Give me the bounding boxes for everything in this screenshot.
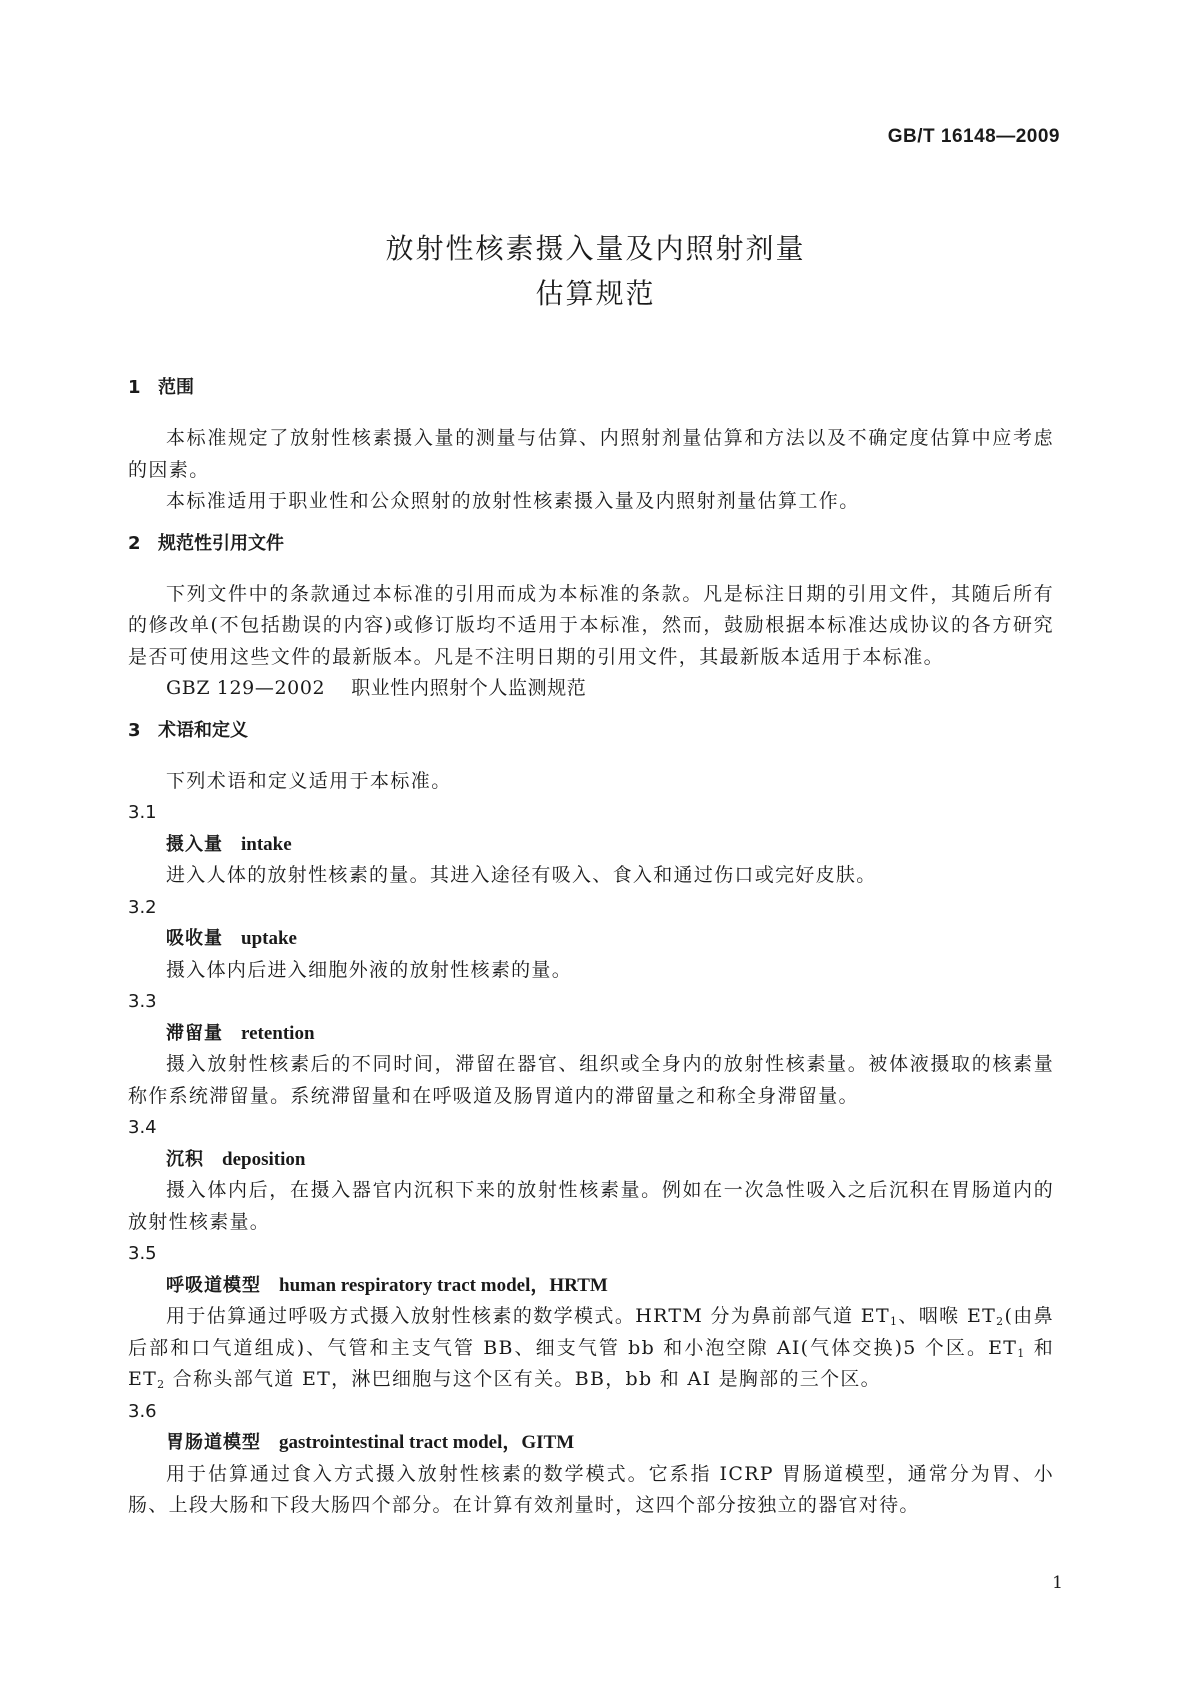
term-en: human respiratory tract model，HRTM xyxy=(279,1274,608,1296)
term-number: 3.4 xyxy=(128,1117,157,1138)
term-heading xyxy=(128,1427,1054,1459)
term-cn: 呼吸道模型 xyxy=(166,1274,261,1296)
term-definition: 进入人体的放射性核素的量。其进入途径有吸入、食入和通过伤口或完好皮肤。 xyxy=(166,864,877,886)
paragraph: 下列术语和定义适用于本标准。 xyxy=(166,769,452,792)
term-number: 3.2 xyxy=(128,896,157,918)
reference-entry xyxy=(128,673,1054,705)
term-definition: 用于估算通过呼吸方式摄入放射性核素的数学模式。HRTM 分为鼻前部气道 $ET_1$、咽喉 $ET_2$(由鼻后部和口气道组成)、气管和主支气管 BB、细支气管 bb 和小泡空隙 AI(气体交换)5 个区。$ET_1$ 和 $ET_2$ 合称头部气道 ET，淋巴细胞与这个区有关。BB，bb 和 AI 是胸部的三个区。 xyxy=(128,1305,1055,1391)
term-cn: 沉积 xyxy=(166,1148,204,1170)
term-heading xyxy=(128,1144,1054,1176)
page-number: 1 xyxy=(1052,1573,1063,1593)
term-en: gastrointestinal tract model，GITM xyxy=(279,1432,575,1453)
section-heading-scope xyxy=(128,372,1054,403)
document-body xyxy=(128,372,1054,1522)
term-number: 3.1 xyxy=(128,802,157,823)
paragraph: 下列文件中的条款通过本标准的引用而成为本标准的条款。凡是标注日期的引用文件，其随后所有的修改单(不包括勘误的内容)或修订版均不适用于本标准，然而，鼓励根据本标准达成协议的各方研究是否可使用这些文件的最新版本。凡是不注明日期的引用文件，其最新版本适用于本标准。 xyxy=(128,582,1054,668)
standard-number: GB/T 16148—2009 xyxy=(887,126,1060,147)
term-en: deposition xyxy=(222,1148,306,1170)
section-number: 1 xyxy=(128,377,141,398)
term-cn: 吸收量 xyxy=(166,928,223,949)
section-title: 范围 xyxy=(158,377,194,398)
term-heading xyxy=(128,1270,1054,1302)
section-title: 术语和定义 xyxy=(158,719,248,741)
term-definition: 摄入体内后，在摄入器官内沉积下来的放射性核素量。例如在一次急性吸入之后沉积在胃肠道内的放射性核素量。 xyxy=(128,1179,1054,1233)
title-line-2: 估算规范 xyxy=(535,277,656,310)
section-heading-normative-references xyxy=(128,528,1054,559)
term-number: 3.6 xyxy=(128,1400,157,1422)
term-en: retention xyxy=(241,1022,315,1044)
section-number: 2 xyxy=(128,532,141,554)
section-heading-terms xyxy=(128,715,1054,746)
term-cn: 摄入量 xyxy=(166,833,223,855)
term-number: 3.3 xyxy=(128,991,157,1012)
term-cn: 胃肠道模型 xyxy=(166,1432,261,1453)
term-heading xyxy=(128,923,1054,955)
section-number: 3 xyxy=(128,719,141,741)
term-heading xyxy=(128,829,1054,861)
reference-title: 职业性内照射个人监测规范 xyxy=(351,677,587,699)
term-cn: 滞留量 xyxy=(166,1022,223,1044)
title-line-1: 放射性核素摄入量及内照射剂量 xyxy=(385,232,806,265)
term-definition: 摄入体内后进入细胞外液的放射性核素的量。 xyxy=(166,958,573,981)
term-number: 3.5 xyxy=(128,1243,157,1264)
term-heading xyxy=(128,1018,1054,1050)
section-title: 规范性引用文件 xyxy=(158,532,284,554)
term-en: intake xyxy=(241,833,292,855)
document-title xyxy=(0,226,1191,316)
paragraph: 本标准规定了放射性核素摄入量的测量与估算、内照射剂量估算和方法以及不确定度估算中应考虑的因素。 xyxy=(128,427,1054,481)
term-en: uptake xyxy=(241,928,297,949)
term-definition: 用于估算通过食入方式摄入放射性核素的数学模式。它系指 ICRP 胃肠道模型，通常分为胃、小肠、上段大肠和下段大肠四个部分。在计算有效剂量时，这四个部分按独立的器官对待。 xyxy=(128,1462,1054,1516)
reference-code: GBZ 129—2002 xyxy=(166,677,326,699)
term-definition: 摄入放射性核素后的不同时间，滞留在器官、组织或全身内的放射性核素量。被体液摄取的核素量称作系统滞留量。系统滞留量和在呼吸道及肠胃道内的滞留量之和称全身滞留量。 xyxy=(128,1053,1054,1107)
paragraph: 本标准适用于职业性和公众照射的放射性核素摄入量及内照射剂量估算工作。 xyxy=(166,490,860,512)
